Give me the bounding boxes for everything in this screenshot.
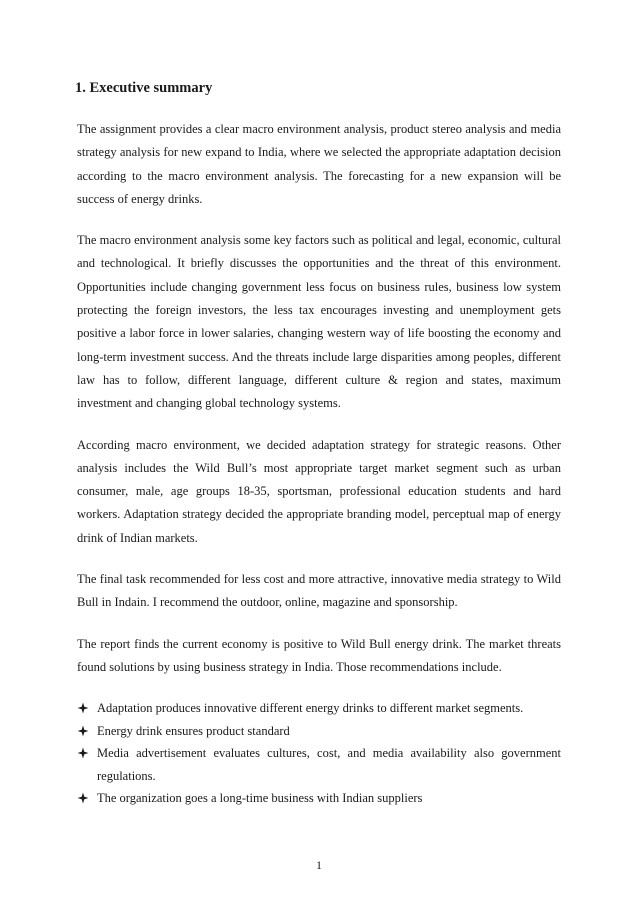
- list-item-text: Energy drink ensures product standard: [97, 723, 290, 738]
- document-body: [77, 118, 561, 810]
- paragraph-overview: The assignment provides a clear macro environment analysis, product stereo analysis and media strategy analysis for new expand to India, where we selected the appropriate adaptation decision according to the macro environment analysis. The forecasting for a new expansion will be success of energy drinks.: [77, 122, 561, 206]
- list-item: [77, 720, 561, 743]
- paragraph-recommendations-intro: The report finds the current economy is positive to Wild Bull energy drink. The market threats found solutions by using business strategy in India. Those recommendations include.: [77, 636, 561, 674]
- diamond-bullet-icon: [77, 747, 89, 759]
- diamond-bullet-icon: [77, 725, 89, 737]
- paragraph-media-strategy: The final task recommended for less cost and more attractive, innovative media strategy to Wild Bull in Indain. I recommend the outdoor, online, magazine and sponsorship.: [77, 572, 561, 610]
- recommendation-list: [77, 697, 561, 810]
- section-heading: 1. Executive summary: [75, 80, 213, 96]
- page-number: 1: [316, 858, 322, 872]
- paragraph-macro-environment: The macro environment analysis some key factors such as political and legal, economic, cultural and technological. It briefly discusses the opportunities and the threat of this environment. Opportunities include changing government less focus on business rules, business low system protecting the foreign investors, the less tax encourages investing and unemployment gets positive a labor force in lower salaries, changing western way of life boosting the economy and long-term investment success. And the threats include large disparities among peoples, different law has to follow, different language, different culture & region and states, maximum investment and changing global technology systems.: [77, 233, 561, 411]
- paragraph-adaptation-strategy: According macro environment, we decided adaptation strategy for strategic reasons. Other analysis includes the Wild Bull’s most appropriate target market segment such as urban consumer, male, age groups 18-35, sportsman, professional education students and hard workers. Adaptation strategy decided the appropriate branding model, perceptual map of energy drink of Indian markets.: [77, 437, 561, 545]
- list-item: [77, 742, 561, 787]
- list-item-text: Adaptation produces innovative different energy drinks to different market segments.: [97, 701, 524, 716]
- diamond-bullet-icon: [77, 702, 89, 714]
- list-item: [77, 697, 561, 720]
- list-item-text: Media advertisement evaluates cultures, cost, and media availability also government regulations.: [97, 746, 561, 783]
- list-item-text: The organization goes a long-time business with Indian suppliers: [97, 791, 423, 806]
- list-item: [77, 787, 561, 810]
- diamond-bullet-icon: [77, 792, 89, 804]
